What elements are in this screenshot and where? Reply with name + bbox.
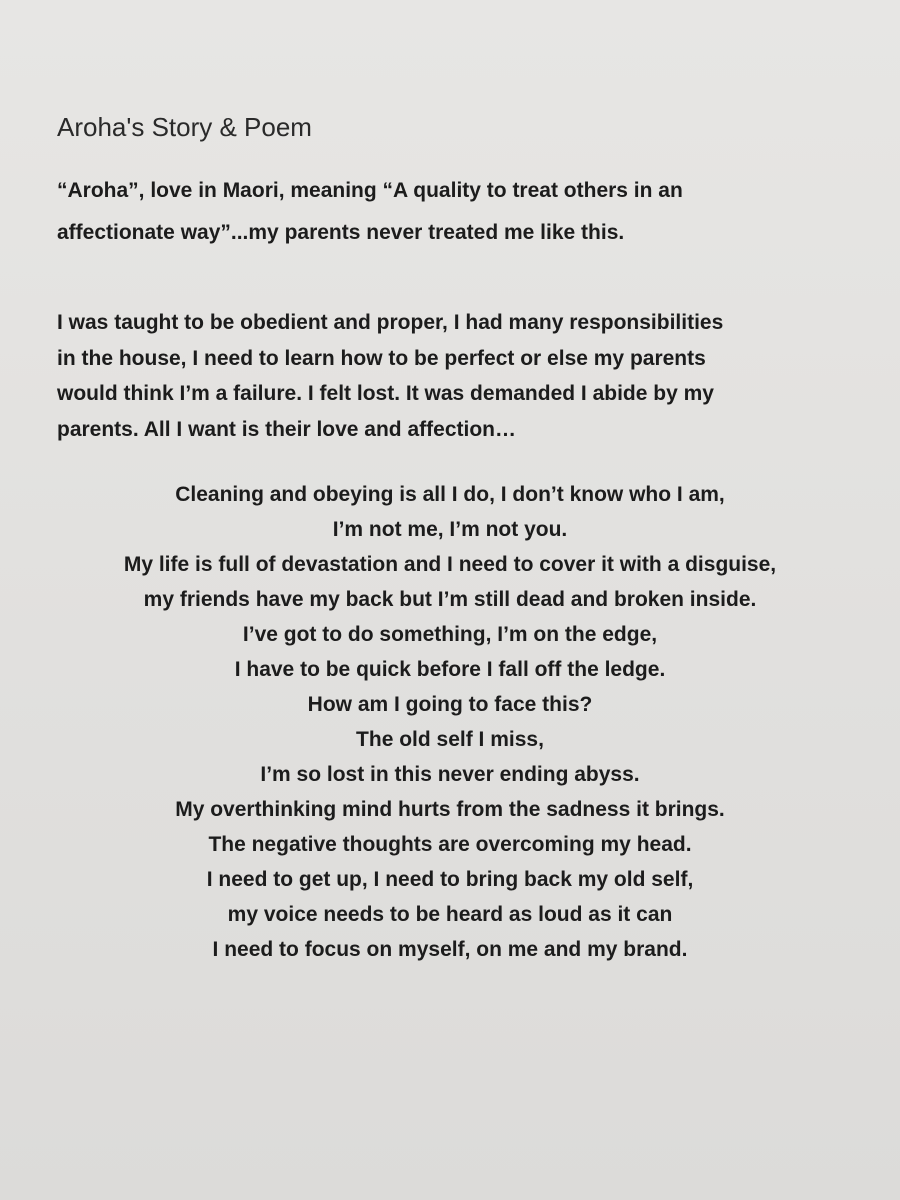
poem-line: I’m so lost in this never ending abyss. — [260, 763, 640, 786]
poem — [0, 477, 900, 967]
poem-line: my voice needs to be heard as loud as it can — [227, 903, 673, 926]
intro-paragraph — [57, 170, 847, 254]
intro-line: “Aroha”, love in Maori, meaning “A quality to treat others in an — [57, 179, 683, 202]
poem-line: I need to focus on myself, on me and my brand. — [212, 938, 688, 961]
poem-line: How am I going to face this? — [307, 693, 593, 716]
poem-line: The old self I miss, — [356, 728, 544, 751]
intro-line: affectionate way”...my parents never treated me like this. — [57, 221, 625, 244]
poem-line: I’m not me, I’m not you. — [332, 518, 568, 541]
poem-line: Cleaning and obeying is all I do, I don’t know who I am, — [175, 483, 725, 506]
poem-line: My life is full of devastation and I need to cover it with a disguise, — [123, 553, 777, 576]
poem-line: My overthinking mind hurts from the sadness it brings. — [175, 798, 725, 821]
poem-line: I’ve got to do something, I’m on the edge, — [242, 623, 658, 646]
story-paragraph — [57, 305, 857, 447]
poem-line: I have to be quick before I fall off the ledge. — [234, 658, 666, 681]
poem-line: The negative thoughts are overcoming my head. — [208, 833, 692, 856]
poem-line: my friends have my back but I’m still dead and broken inside. — [143, 588, 757, 611]
story-line: would think I’m a failure. I felt lost. It was demanded I abide by my — [57, 382, 714, 405]
story-line: parents. All I want is their love and affection… — [57, 417, 516, 441]
poem-line: I need to get up, I need to bring back my old self, — [206, 868, 694, 891]
story-line: I was taught to be obedient and proper, I had many responsibilities — [57, 311, 724, 334]
document-title: Aroha's Story & Poem — [57, 112, 312, 142]
story-line: in the house, I need to learn how to be perfect or else my parents — [57, 346, 706, 370]
